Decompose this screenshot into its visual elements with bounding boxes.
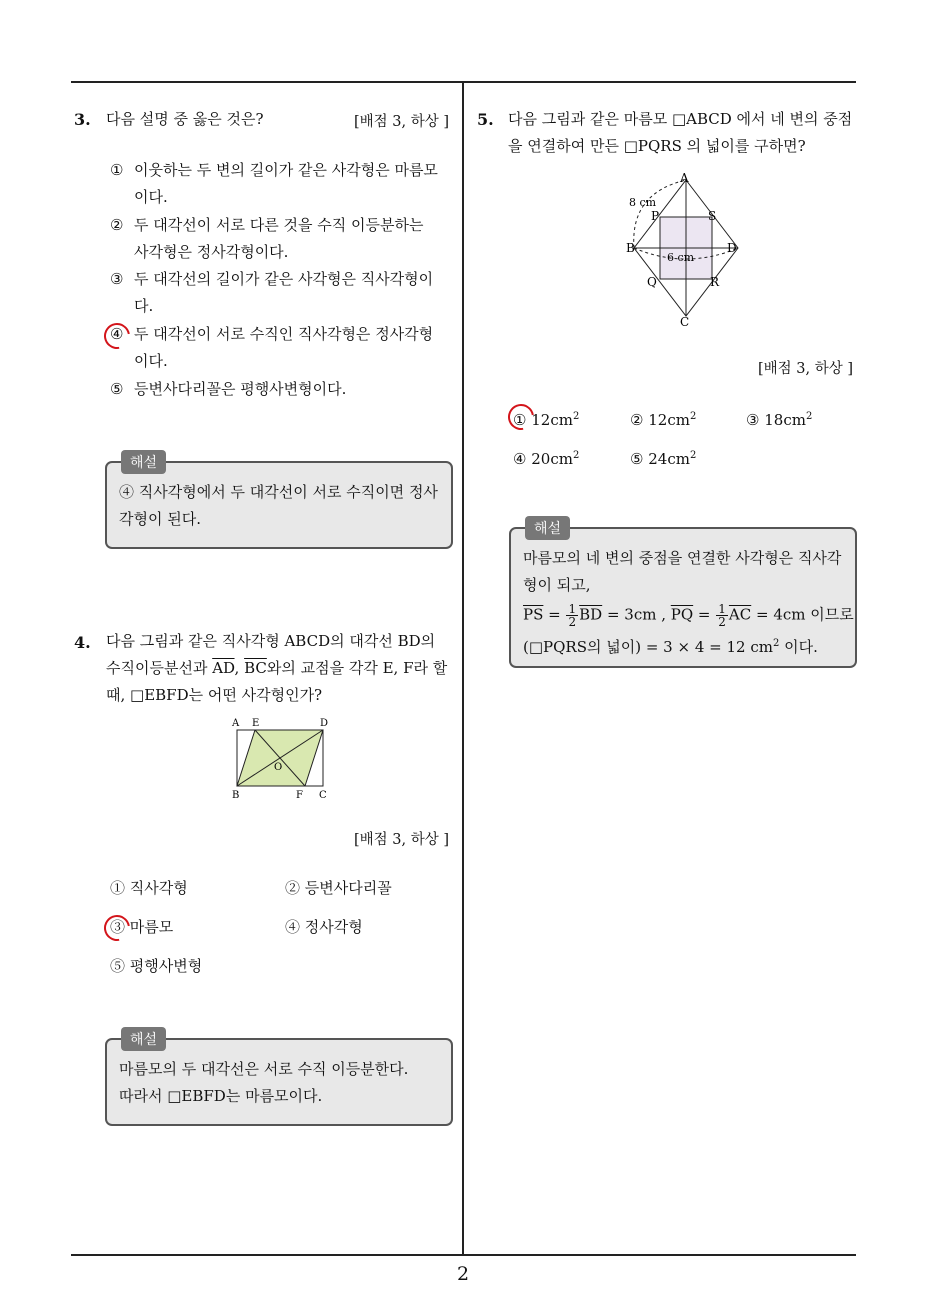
label-B: B [232, 790, 240, 801]
label-P: P [651, 209, 660, 223]
solution-text: 마름모의 네 변의 중점을 연결한 사각형은 직사각 형이 되고, $\overline{PS}$ = $\frac{1}{2}$ $\overline{BD} = 3cm$ , $\overline{PQ}$ = $\frac{1}{2}$ $\overline{AC} = 4cm$ 이므로 (□PQRS의 넓이) = 3 × 4 = 12 $cm^2$ 이다. [523, 549, 854, 656]
option-5[interactable]: ⑤ $24cm^2$ [630, 450, 697, 468]
score-label: [배점 3, 하상 ] [757, 361, 853, 377]
option-3[interactable]: ③ $18cm^2$ [746, 411, 813, 429]
option-5[interactable]: ⑤ 평행사변형 [110, 957, 203, 975]
solution-tag: 해설 [525, 516, 570, 540]
score-label: [배점 3, 하상 ] [353, 114, 449, 130]
option-1[interactable]: ① 이웃하는 두 변의 길이가 같은 사각형은 마름모 이다. [110, 161, 438, 206]
label-E: E [252, 718, 260, 729]
label-B: B [626, 241, 635, 255]
question-number: 4. [74, 633, 91, 652]
rhombus-figure [620, 168, 745, 330]
label-O: O [274, 762, 283, 773]
question-text: 다음 설명 중 옳은 것은? [106, 110, 264, 128]
label-D: D [320, 718, 329, 729]
question-text: 다음 그림과 같은 직사각형 ABCD의 대각선 BD의 수직이등분선과 $\overline{AD}$, $\overline{BC}$와의 교점을 각각 E, F라 할 때, □EBFD는 어떤 사각형인가? [106, 632, 448, 704]
question-number: 5. [477, 110, 494, 129]
label-A: A [232, 718, 240, 729]
rectangle-figure [225, 715, 335, 805]
option-3[interactable]: ③ 마름모 [110, 918, 174, 936]
question-text: 다음 그림과 같은 마름모 □ABCD 에서 네 변의 중점 을 연결하여 만든 □PQRS 의 넓이를 구하면? [508, 110, 853, 155]
label-F: F [296, 790, 303, 801]
label-D: D [727, 241, 737, 255]
option-5[interactable]: ⑤ 등변사다리꼴은 평행사변형이다. [110, 380, 347, 398]
solution-box [509, 521, 857, 668]
solution-text: 마름모의 두 대각선은 서로 수직 이등분한다. 따라서 □EBFD는 마름모이다. [119, 1060, 409, 1105]
page-number: 2 [456, 1263, 470, 1285]
solution-box [105, 455, 453, 549]
solution-text: ④ 직사각형에서 두 대각선이 서로 수직이면 정사 각형이 된다. [119, 483, 438, 528]
label-C: C [680, 315, 690, 329]
option-1[interactable]: ① 직사각형 [110, 879, 188, 897]
label-C: C [319, 790, 327, 801]
top-rule [71, 81, 856, 83]
option-4[interactable]: ④ 두 대각선이 서로 수직인 직사각형은 정사각형 이다. [110, 325, 434, 370]
option-2[interactable]: ② $12cm^2$ [630, 411, 697, 429]
column-divider [462, 82, 464, 1255]
label-Q: Q [647, 275, 657, 289]
label-R: R [710, 275, 720, 289]
solution-tag: 해설 [121, 450, 166, 474]
label-8cm: 8 cm [629, 196, 657, 209]
option-2[interactable]: ② 등변사다리꼴 [285, 879, 392, 897]
option-4[interactable]: ④ 정사각형 [285, 918, 363, 936]
option-3[interactable]: ③ 두 대각선의 길이가 같은 사각형은 직사각형이 다. [110, 270, 434, 315]
option-4[interactable]: ④ $20cm^2$ [513, 450, 580, 468]
label-S: S [708, 209, 717, 223]
question-number: 3. [74, 110, 91, 129]
solution-tag: 해설 [121, 1027, 166, 1051]
score-label: [배점 3, 하상 ] [353, 832, 449, 848]
label-6cm: 6 cm [667, 251, 695, 264]
option-1[interactable]: ① $12cm^2$ [513, 411, 580, 429]
option-2[interactable]: ② 두 대각선이 서로 다른 것을 수직 이등분하는 사각형은 정사각형이다. [110, 216, 424, 261]
bottom-rule [71, 1254, 856, 1256]
solution-box [105, 1032, 453, 1126]
label-A: A [680, 171, 689, 185]
